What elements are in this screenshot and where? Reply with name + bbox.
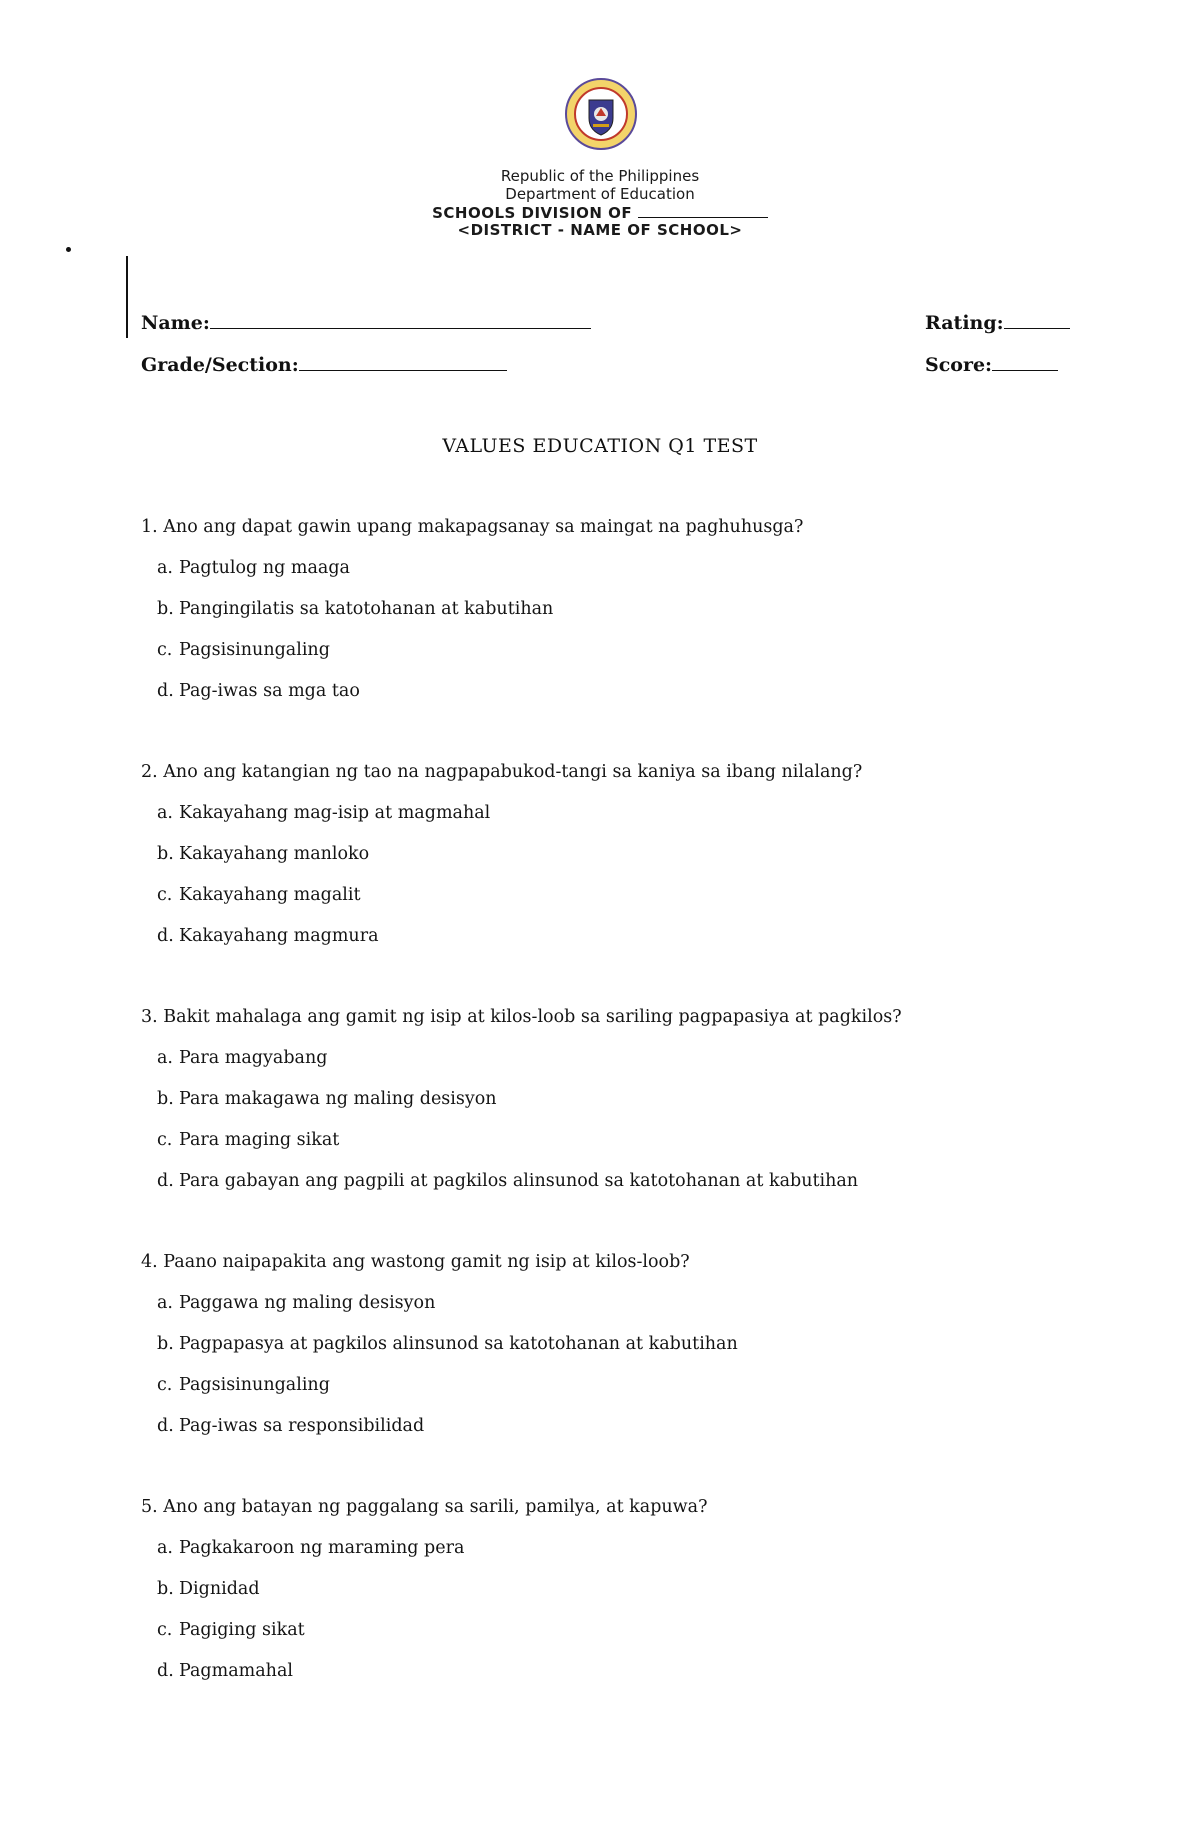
rating-blank-line[interactable] — [1004, 310, 1070, 329]
question-2 — [141, 752, 862, 957]
header-division — [0, 203, 1200, 222]
bullet-mark — [66, 247, 71, 252]
option-a[interactable]: a. Kakayahang mag-isip at magmahal — [157, 803, 491, 823]
question-text: 3. Bakit mahalaga ang gamit ng isip at kilos-loob sa sariling pagpapasiya at pagkilos? — [141, 1007, 902, 1027]
grade-section-blank-line[interactable] — [299, 352, 507, 371]
header-school: <DISTRICT - NAME OF SCHOOL> — [457, 221, 743, 239]
score-field[interactable] — [925, 352, 1058, 377]
name-label: Name: — [141, 312, 210, 334]
score-blank-line[interactable] — [992, 352, 1058, 371]
option-c[interactable]: c. Pagsisinungaling — [157, 1375, 330, 1395]
option-b[interactable]: b. Pangingilatis sa katotohanan at kabutihan — [157, 599, 554, 619]
header-department: Department of Education — [505, 185, 695, 203]
option-a[interactable]: a. Para magyabang — [157, 1048, 328, 1068]
grade-section-label: Grade/Section: — [141, 354, 299, 376]
name-blank-line[interactable] — [210, 310, 591, 329]
option-d[interactable]: d. Pagmamahal — [157, 1661, 293, 1681]
option-d[interactable]: d. Pag-iwas sa responsibilidad — [157, 1416, 425, 1436]
test-title: VALUES EDUCATION Q1 TEST — [442, 435, 758, 457]
option-b[interactable]: b. Kakayahang manloko — [157, 844, 370, 864]
option-c[interactable]: c. Kakayahang magalit — [157, 885, 361, 905]
option-d[interactable]: d. Pag-iwas sa mga tao — [157, 681, 360, 701]
option-c[interactable]: c. Pagsisinungaling — [157, 640, 330, 660]
option-a[interactable]: a. Pagtulog ng maaga — [157, 558, 350, 578]
question-5 — [141, 1487, 707, 1692]
option-b[interactable]: b. Para makagawa ng maling desisyon — [157, 1089, 497, 1109]
option-b[interactable]: b. Pagpapasya at pagkilos alinsunod sa katotohanan at kabutihan — [157, 1334, 738, 1354]
question-4 — [141, 1242, 738, 1447]
question-3 — [141, 997, 902, 1202]
score-label: Score: — [925, 354, 993, 376]
option-b[interactable]: b. Dignidad — [157, 1579, 260, 1599]
option-a[interactable]: a. Paggawa ng maling desisyon — [157, 1293, 436, 1313]
rating-field[interactable] — [925, 310, 1070, 335]
text-cursor-bar — [126, 256, 128, 338]
option-a[interactable]: a. Pagkakaroon ng maraming pera — [157, 1538, 465, 1558]
grade-section-field[interactable] — [141, 352, 507, 377]
rating-label: Rating: — [925, 312, 1004, 334]
header-republic: Republic of the Philippines — [500, 167, 700, 185]
question-text: 2. Ano ang katangian ng tao na nagpapabukod-tangi sa kaniya sa ibang nilalang? — [141, 762, 863, 782]
name-field[interactable] — [141, 310, 591, 335]
question-text: 1. Ano ang dapat gawin upang makapagsanay sa maingat na paghuhusga? — [141, 517, 804, 537]
question-text: 4. Paano naipapakita ang wastong gamit ng isip at kilos-loob? — [141, 1252, 690, 1272]
deped-seal-icon — [560, 78, 642, 150]
option-c[interactable]: c. Para maging sikat — [157, 1130, 340, 1150]
option-d[interactable]: d. Kakayahang magmura — [157, 926, 379, 946]
option-c[interactable]: c. Pagiging sikat — [157, 1620, 305, 1640]
question-text: 5. Ano ang batayan ng paggalang sa sarili, pamilya, at kapuwa? — [141, 1497, 708, 1517]
question-1 — [141, 507, 803, 712]
division-blank-line — [638, 203, 768, 218]
header-division-label: SCHOOLS DIVISION OF — [432, 204, 633, 222]
option-d[interactable]: d. Para gabayan ang pagpili at pagkilos alinsunod sa katotohanan at kabutihan — [157, 1171, 859, 1191]
